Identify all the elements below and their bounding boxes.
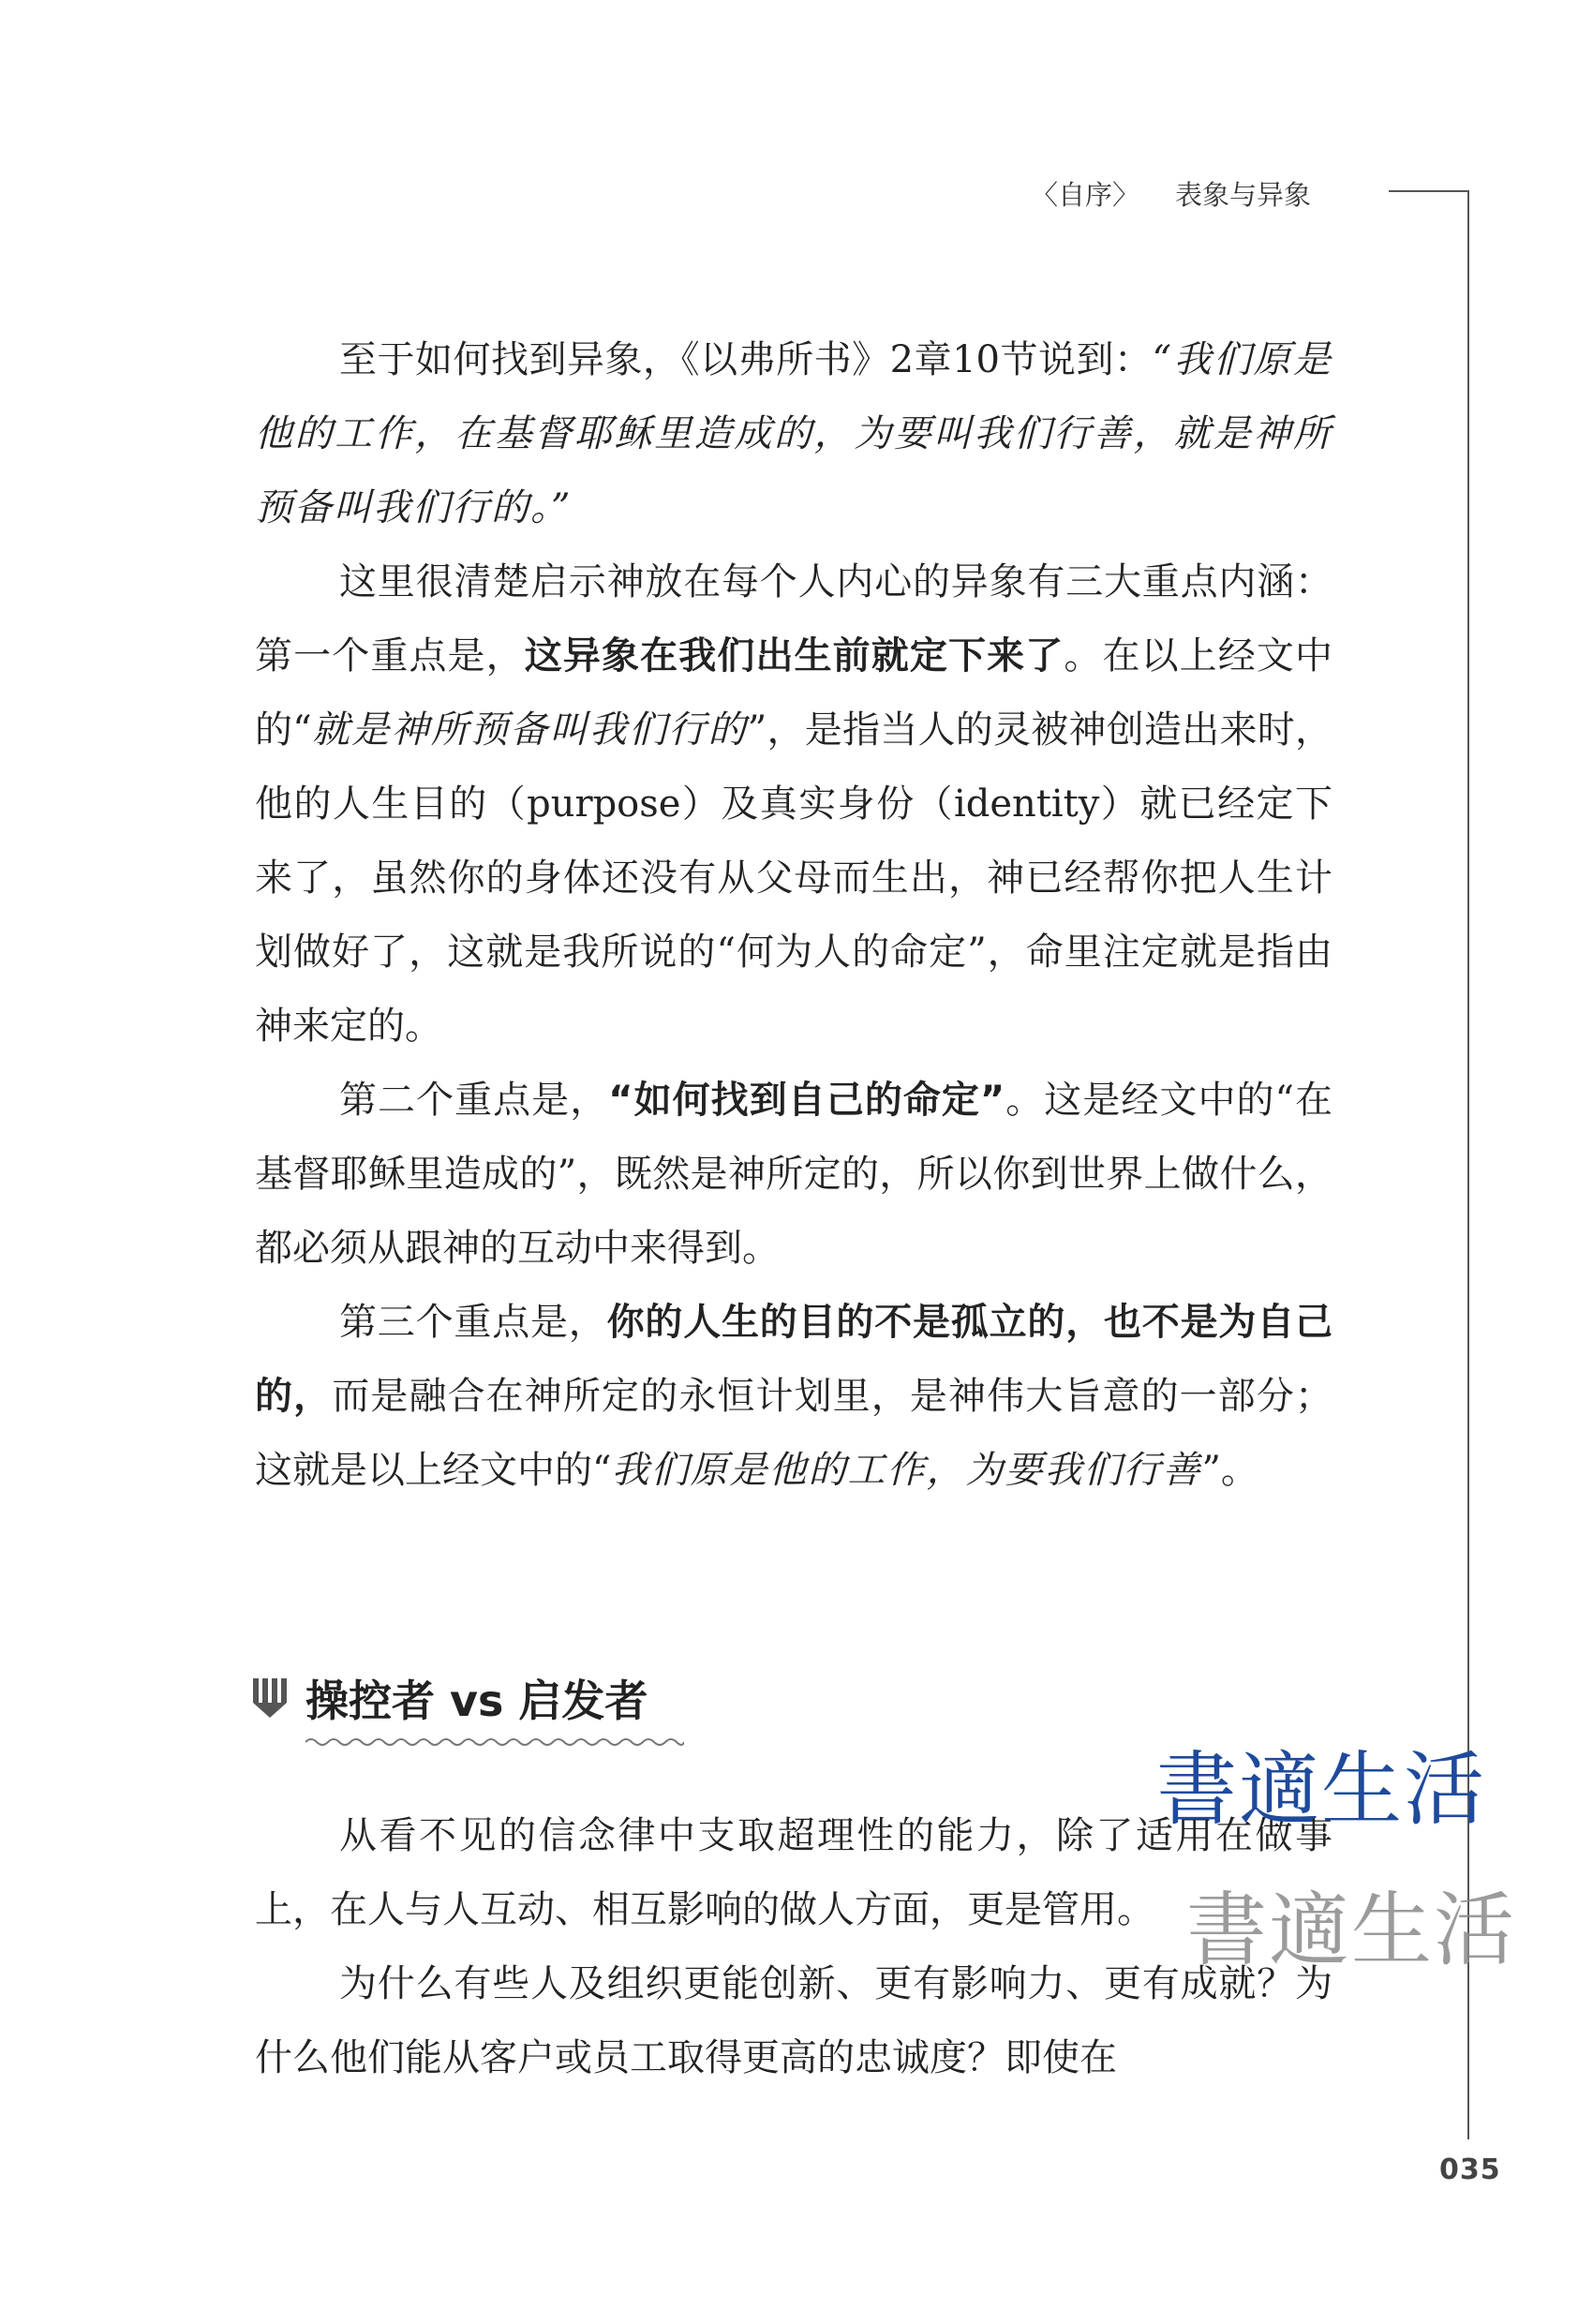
paragraph — [255, 323, 1332, 545]
scripture-quote: “我们原是他的工作，在基督耶稣里造成的，为要叫我们行善，就是神所预备叫我们行的。” — [255, 338, 1332, 529]
section-2-body — [255, 1799, 1332, 2095]
watermark-primary: 書適生活 — [1156, 1743, 1486, 1837]
emphasis-text: 你的人生的目的不是孤立的，也不是为自己的， — [255, 1301, 1333, 1418]
text-run: 。在以上经文中的“ — [255, 634, 1333, 752]
page-number: 035 — [1439, 2153, 1501, 2186]
running-head — [1031, 174, 1406, 213]
text-run: 第二个重点是， — [339, 1079, 609, 1122]
emphasis-text: 这异象在我们出生前就定下来了 — [524, 634, 1064, 678]
paragraph: 为什么有些人及组织更能创新、更有影响力、更有成就？为什么他们能从客户或员工取得更高的忠诚度？即使在 — [255, 1962, 1332, 2079]
text-run: ”。 — [1201, 1449, 1258, 1492]
paragraph — [255, 1286, 1332, 1508]
pencil-icon — [251, 1676, 289, 1720]
running-head-chapter: 〈自序〉 — [1031, 179, 1140, 211]
emphasis-text: “如何找到自己的命定” — [608, 1079, 1005, 1122]
text-run: 而是融合在神所定的永恒计划里，是神伟大旨意的一部分；这就是以上经文中的“ — [255, 1375, 1333, 1492]
paragraph — [255, 545, 1332, 1064]
scripture-quote: 就是神所预备叫我们行的 — [311, 708, 748, 752]
watermark-secondary: 書適生活 — [1186, 1884, 1516, 1977]
text-run: 这里很清楚启示神放在每个人内心的异象有三大重点内涵：第一个重点是， — [255, 560, 1332, 678]
text-run: 第三个重点是， — [339, 1301, 607, 1344]
text-run: ”，是指当人的灵被神创造出来时，他的人生目的（purpose）及真实身份（identity）就已经定下来了，虽然你的身体还没有从父母而生出，神已经帮你把人生计划做好了，这就是我所说的“何为人的命定”，命里注定就是指由神来定的。 — [255, 708, 1332, 1048]
scripture-quote: 我们原是他的工作，为要我们行善 — [611, 1449, 1202, 1492]
section-1-body — [255, 323, 1332, 1508]
margin-rule — [1467, 190, 1469, 2139]
paragraph — [255, 1064, 1332, 1286]
running-head-title: 表象与异象 — [1175, 179, 1312, 211]
text-run: 至于如何找到异象，《以弗所书》2章10节说到： — [339, 338, 1153, 381]
section-heading — [251, 1670, 648, 1726]
text-run: 。这是经文中的“在基督耶稣里造成的”，既然是神所定的，所以你到世界上做什么，都必须从跟神的互动中来得到。 — [255, 1079, 1333, 1270]
section-heading-title: 操控者 vs 启发者 — [305, 1676, 648, 1726]
heading-underline — [305, 1736, 684, 1749]
header-rule — [1389, 190, 1469, 192]
paragraph: 从看不见的信念律中支取超理性的能力，除了适用在做事上，在人与人互动、相互影响的做人方面，更是管用。 — [255, 1814, 1332, 1931]
